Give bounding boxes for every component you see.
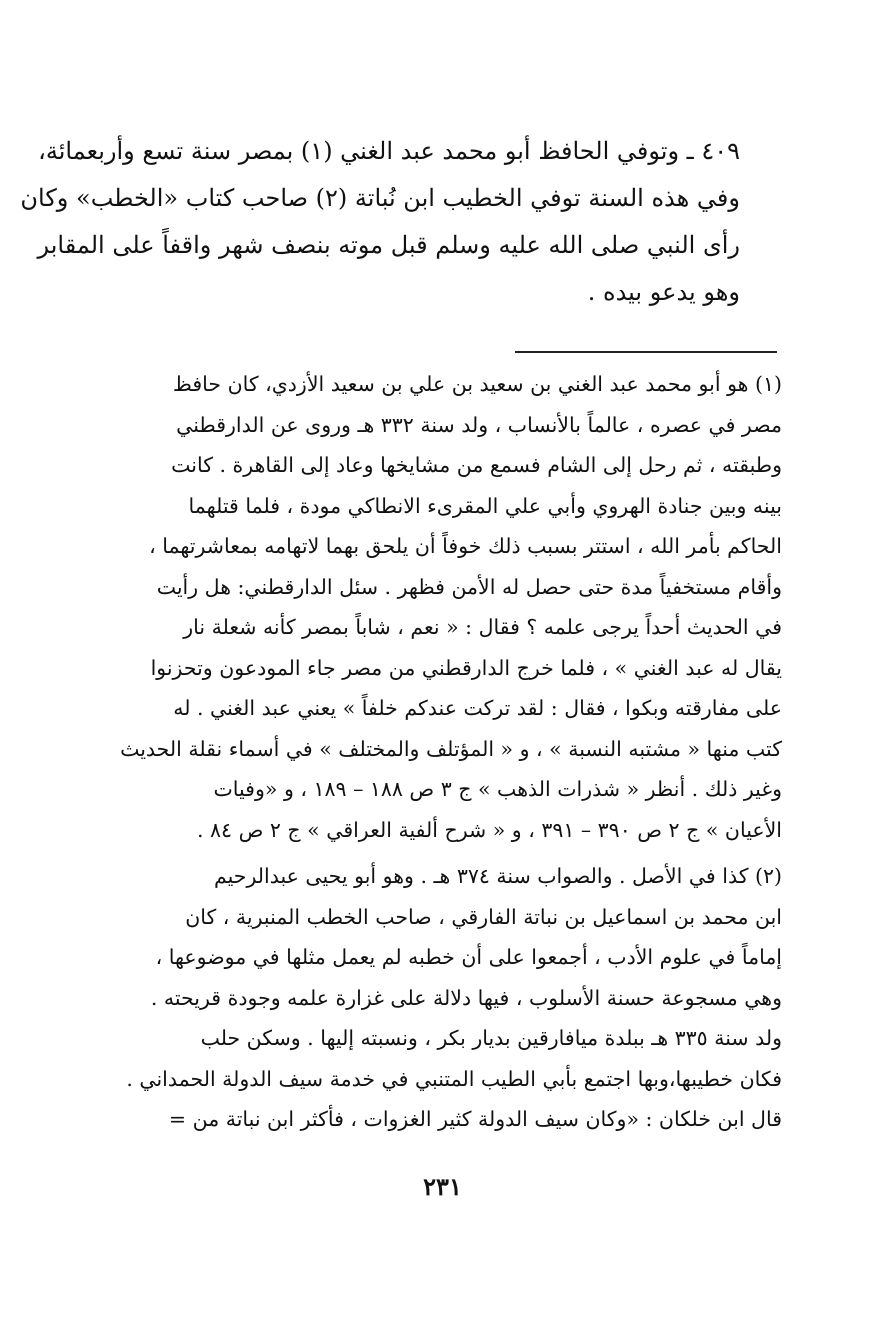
footnote-1-line: وغير ذلك . أنظر « شذرات الذهب » ج ٣ ص ١٨٨ – ١٨٩ ، و «وفيات [213,777,782,801]
footnote-2-line: وهي مسجوعة حسنة الأسلوب ، فيها دلالة على غزارة علمه وجودة قريحته . [150,985,782,1010]
footnote-1-line: كتب منها « مشتبه النسبة » ، و « المؤتلف والمختلف » في أسماء نقلة الحديث [120,736,782,761]
footnote-2 [100,856,782,1140]
footnote-1-line: بينه وبين جنادة الهروي وأبي علي المقرىء الانطاكي مودة ، فلما قتلهما [188,493,782,518]
main-line-3: رأى النبي صلى الله عليه وسلم قبل موته بنصف شهر واقفاً على المقابر [37,231,740,259]
footnote-2-line: إماماً في علوم الأدب ، أجمعوا على أن خطبه لم يعمل مثلها في موضوعها ، [155,945,782,969]
main-line-1: ٤٠٩ ـ وتوفي الحافظ أبو محمد عبد الغني (١) بمصر سنة تسع وأربعمائة، [38,137,740,165]
footnote-2-line: ابن محمد بن اسماعيل بن نباتة الفارقي ، صاحب الخطب المنبرية ، كان [185,904,782,929]
footnote-1-line: وأقام مستخفياً مدة حتى حصل له الأمن فظهر . سئل الدارقطني: هل رأيت [156,574,782,599]
main-line-2: وفي هذه السنة توفي الخطيب ابن نُباتة (٢) صاحب كتاب «الخطب» وكان [20,184,740,212]
footnote-1-line: الأعيان » ج ٢ ص ٣٩٠ – ٣٩١ ، و « شرح ألفية العراقي » ج ٢ ص ٨٤ . [196,817,782,842]
main-paragraph [20,128,740,316]
footnote-2-line: ولد سنة ٣٣٥ هـ ببلدة ميافارقين بديار بكر ، ونسبته إليها . وسكن حلب [200,1026,782,1050]
footnote-1 [100,364,782,850]
footnote-1-line: الحاكم بأمر الله ، استتر بسبب ذلك خوفاً أن يلحق بهما لاتهامه بمعاشرتهما ، [149,534,782,558]
footnotes-section [100,364,782,1146]
footnote-2-line: (٢) كذا في الأصل . والصواب سنة ٣٧٤ هـ . وهو أبو يحيى عبدالرحيم [213,864,782,888]
main-line-4: وهو يدعو بيده . [587,278,740,306]
footnote-1-line: في الحديث أحداً يرجى علمه ؟ فقال : « نعم ، شاباً بمصر كأنه شعلة نار [183,615,782,639]
page-number: ٢٣١ [423,1172,462,1201]
footnote-divider [515,351,777,353]
footnote-2-line: قال ابن خلكان : «وكان سيف الدولة كثير الغزوات ، فأكثر ابن نباتة من = [168,1107,782,1131]
footnote-1-line: (١) هو أبو محمد عبد الغني بن سعيد بن علي بن سعيد الأزدي، كان حافظ [172,372,782,396]
footnote-2-line: فكان خطيبها،وبها اجتمع بأبي الطيب المتنبي في خدمة سيف الدولة الحمداني . [126,1066,782,1091]
footnote-1-line: وطبقته ، ثم رحل إلى الشام فسمع من مشايخها وعاد إلى القاهرة . كانت [171,453,782,477]
footnote-1-line: على مفارقته وبكوا ، فقال : لقد تركت عندكم خلفاً » يعني عبد الغني . له [173,696,782,720]
footnote-1-line: مصر في عصره ، عالماً بالأنساب ، ولد سنة ٣٣٢ هـ وروى عن الدارقطني [176,412,782,437]
footnote-1-line: يقال له عبد الغني » ، فلما خرج الدارقطني من مصر جاء المودعون وتحزنوا [150,655,782,680]
